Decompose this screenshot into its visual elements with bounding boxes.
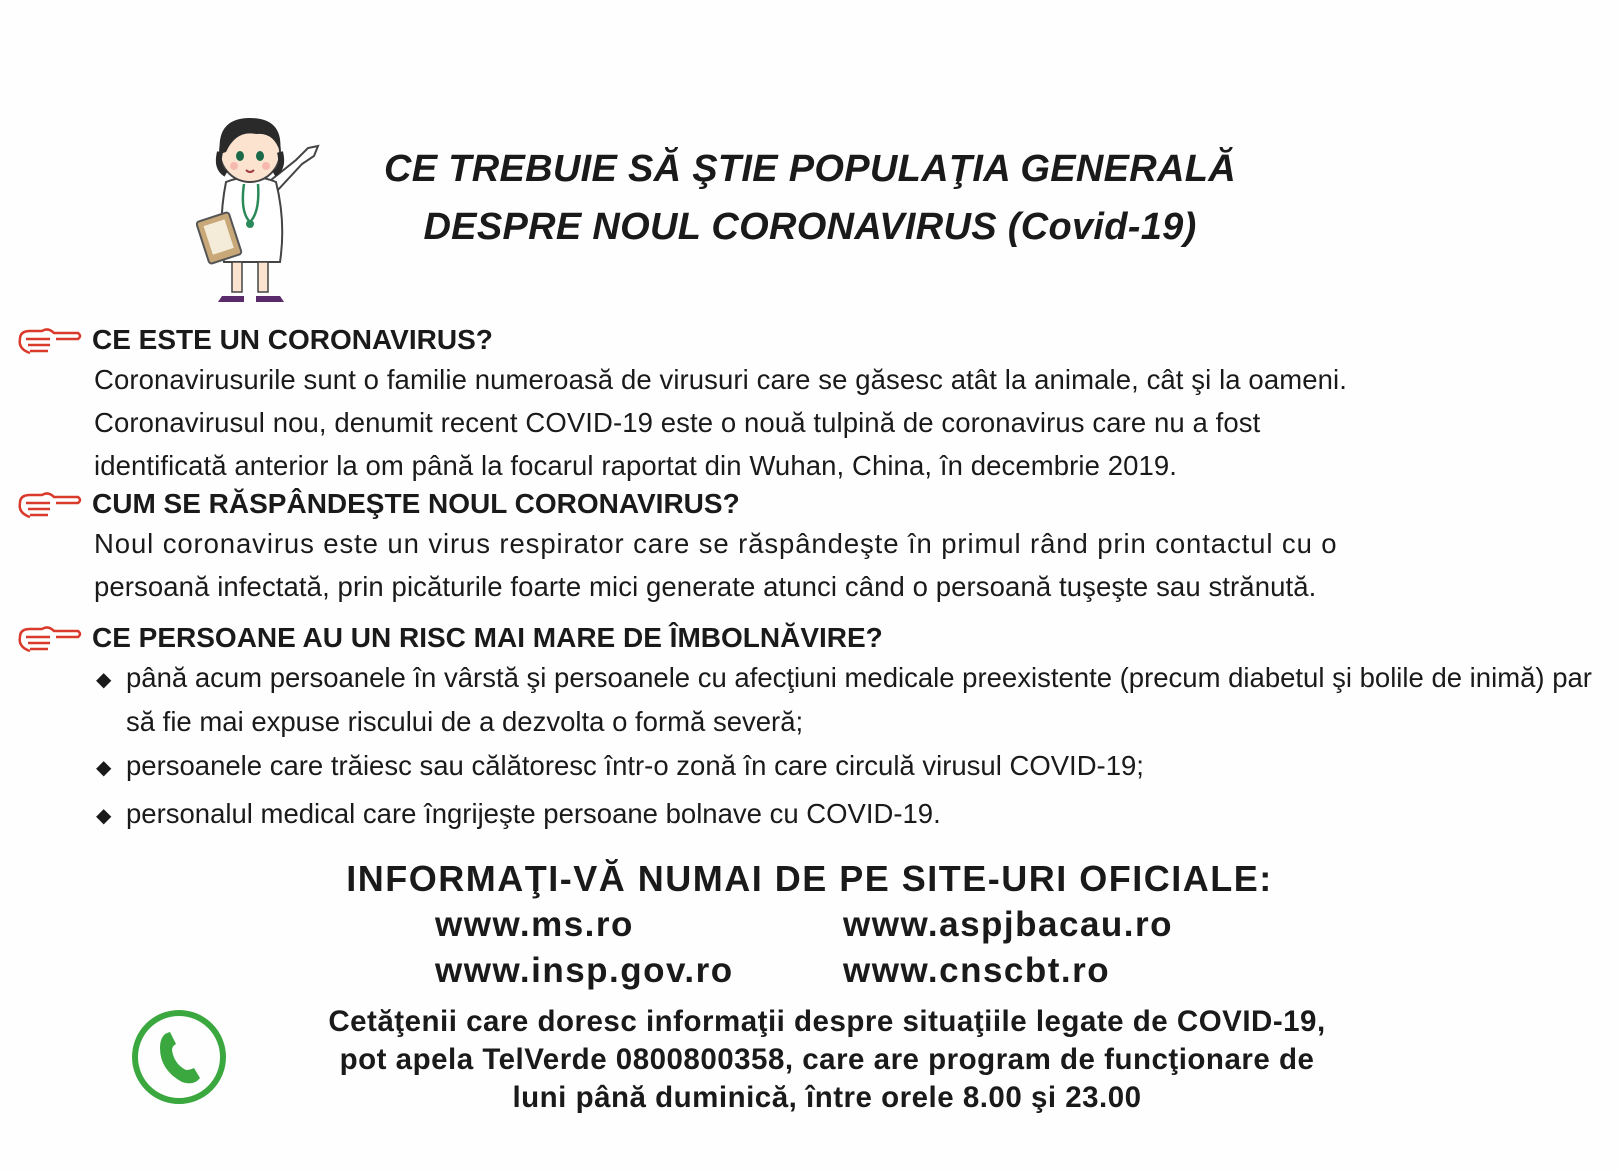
pointing-hand-icon — [16, 489, 82, 519]
pointing-hand-icon — [16, 623, 82, 653]
paragraph-line: persoană infectată, prin picăturile foarte mici generate atunci când o persoană tuşeşte sau strănută. — [94, 571, 1317, 602]
list-item-text: până acum persoanele în vârstă şi persoanele cu afecţiuni medicale preexistente (precum diabetul şi bolile de inimă) par să fie mai expuse riscului de a dezvolta o formă severă; — [126, 662, 1592, 737]
section-how-spreads — [16, 486, 1606, 608]
paragraph-line: Coronavirusurile sunt o familie numeroasă de virusuri care se găsesc atât la animale, cât şi la oameni. — [94, 364, 1347, 395]
contact-line: luni până duminică, între orele 8.00 şi 23.00 — [512, 1081, 1142, 1114]
list-item — [96, 792, 1606, 840]
site-link[interactable]: www.insp.gov.ro — [435, 951, 734, 990]
phone-icon — [130, 1008, 228, 1106]
diamond-bullet-icon: ◆ — [96, 805, 112, 827]
heading-text: CUM SE RĂSPÂNDEŞTE NOUL CORONAVIRUS? — [92, 488, 740, 519]
contact-info — [232, 1003, 1422, 1117]
section-risk-groups — [16, 620, 1606, 840]
paragraph-line: identificată anterior la om până la focarul raportat din Wuhan, China, în decembrie 2019. — [94, 450, 1178, 481]
contact-line: pot apela TelVerde 0800800358, care are program de funcţionare de — [339, 1043, 1315, 1076]
site-link[interactable]: www.aspjbacau.ro — [843, 905, 1174, 944]
title-line-1: CE TREBUIE SĂ ŞTIE POPULAŢIA GENERALĂ — [383, 148, 1237, 190]
page-title — [330, 140, 1290, 256]
heading-text: CE PERSOANE AU UN RISC MAI MARE DE ÎMBOLNĂVIRE? — [92, 622, 883, 653]
site-link[interactable]: www.ms.ro — [435, 905, 634, 944]
diamond-bullet-icon: ◆ — [96, 757, 112, 779]
paragraph-line: Noul coronavirus este un virus respirator care se răspândeşte în primul rând prin contactul cu o — [94, 528, 1338, 559]
official-sites-list — [435, 902, 1235, 994]
list-item-text: persoanele care trăiesc sau călătoresc într-o zonă în care circulă virusul COVID-19; — [126, 750, 1144, 781]
list-item — [96, 744, 1606, 792]
diamond-bullet-icon: ◆ — [96, 669, 112, 691]
official-sites-heading: INFORMAŢI-VĂ NUMAI DE PE SITE-URI OFICIALE: — [346, 858, 1273, 899]
heading-text: CE ESTE UN CORONAVIRUS? — [92, 324, 493, 355]
section-heading — [16, 322, 1606, 358]
section-heading — [16, 486, 1606, 522]
doctor-illustration — [196, 112, 326, 304]
contact-line: Cetăţenii care doresc informaţii despre situaţiile legate de COVID-19, — [328, 1005, 1326, 1038]
list-item — [96, 656, 1606, 744]
section-heading — [16, 620, 1606, 656]
list-item-text: personalul medical care îngrijeşte persoane bolnave cu COVID-19. — [126, 798, 941, 829]
title-line-2: DESPRE NOUL CORONAVIRUS (Covid-19) — [423, 206, 1197, 248]
pointing-hand-icon — [16, 325, 82, 355]
site-link[interactable]: www.cnscbt.ro — [843, 951, 1111, 990]
paragraph-line: Coronavirusul nou, denumit recent COVID-19 este o nouă tulpină de coronavirus care nu a fost — [94, 407, 1261, 438]
section-what-is — [16, 322, 1606, 487]
